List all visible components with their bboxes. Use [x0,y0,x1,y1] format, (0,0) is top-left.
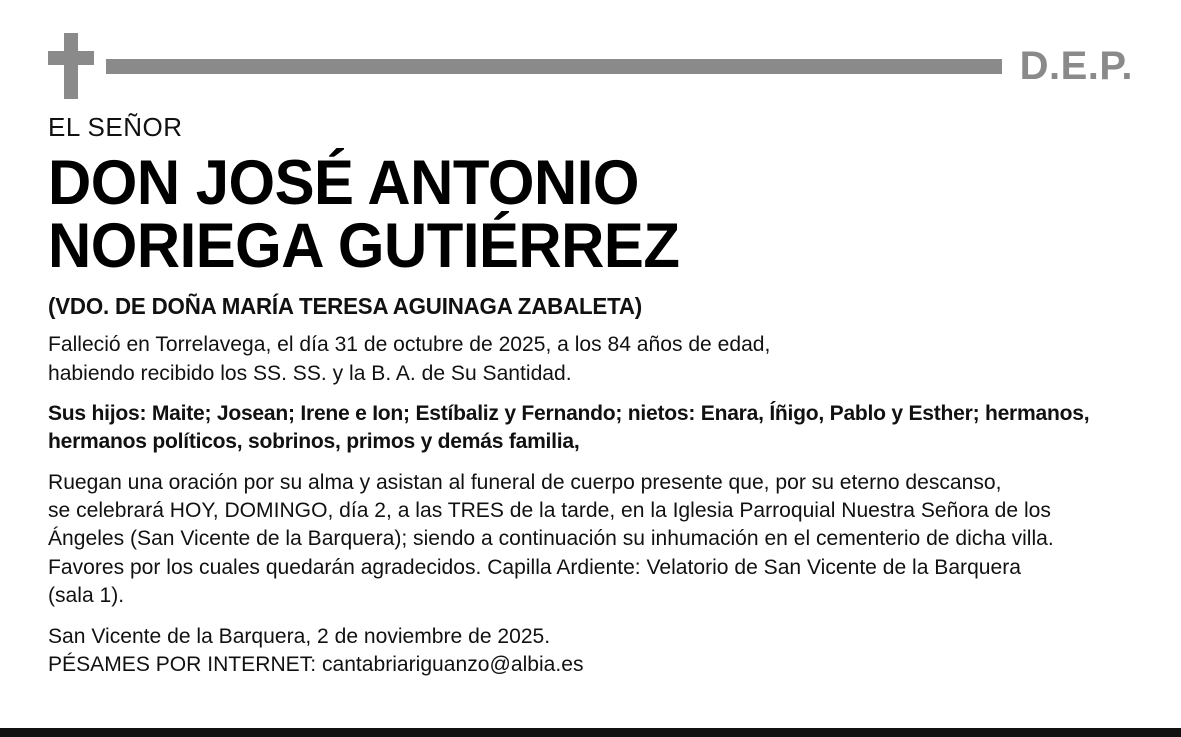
funeral-invitation-line-1: Ruegan una oración por su alma y asistan al funeral de cuerpo presente que, por su eterno descanso, [48,469,1002,494]
place-and-date: San Vicente de la Barquera, 2 de noviembre de 2025. [48,623,551,648]
closing-block [48,622,1111,679]
funeral-invitation-line-5: (sala 1). [48,583,125,608]
spouse-line: (VDO. DE DOÑA MARÍA TERESA AGUINAGA ZABALETA) [48,293,643,320]
cross-vertical-bar [64,33,78,99]
funeral-invitation [48,468,1111,610]
family-list-line-1: Sus hijos: Maite; Josean; Irene e Ion; Estíbaliz y Fernando; nietos: Enara, Íñigo, Pablo y Esther; hermanos, [48,400,1090,425]
funeral-invitation-line-2: se celebrará HOY, DOMINGO, día 2, a las TRES de la tarde, en la Iglesia Parroquial Nuestra Señora de los [48,498,1051,523]
kicker-text: EL SEÑOR [48,112,183,142]
deceased-name-line-2: NORIEGA GUTIÉRREZ [48,211,680,282]
death-details-line-1: Falleció en Torrelavega, el día 31 de octubre de 2025, a los 84 años de edad, [48,332,771,357]
dep-label: D.E.P. [1019,43,1133,88]
family-list-line-2: hermanos políticos, sobrinos, primos y demás familia, [48,429,580,454]
death-details [48,330,1111,387]
header-rule [106,59,1002,74]
cross-horizontal-bar [48,51,94,65]
death-details-line-2: habiendo recibido los SS. SS. y la B. A. de Su Santidad. [48,360,572,385]
cross-icon [48,33,94,99]
funeral-invitation-line-4: Favores por los cuales quedarán agradecidos. Capilla Ardiente: Velatorio de San Vicente de la Barquera [48,554,1021,579]
funeral-invitation-line-3: Ángeles (San Vicente de la Barquera); siendo a continuación su inhumación en el cementerio de dicha villa. [48,526,1054,551]
deceased-name-line-1: DON JOSÉ ANTONIO [48,148,639,218]
condolences-email-line: PÉSAMES POR INTERNET: cantabriariguanzo@albia.es [48,651,584,676]
header-ornament-band [48,30,1133,102]
family-list [48,399,1111,456]
